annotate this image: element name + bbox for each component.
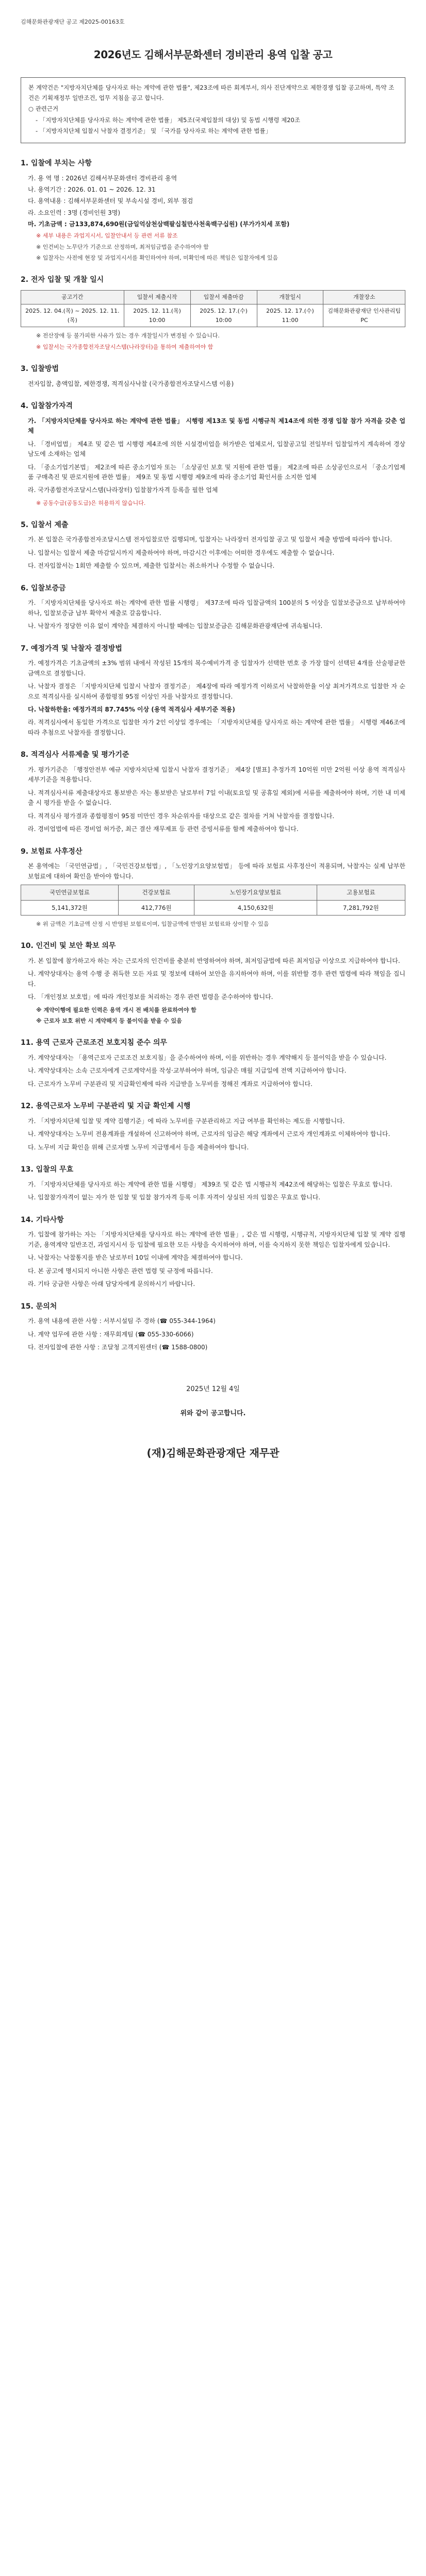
paragraph: 가. 「지방자치단체를 당사자로 하는 계약에 관한 법률 시행령」 제37조에 따라 입찰금액의 100분의 5 이상을 입찰보증금으로 납부하여야 하나, 입찰보증금 납부 확약서 제출로 갈음합니다. bbox=[28, 599, 405, 617]
section-title: 3. 입찰방법 bbox=[21, 364, 59, 373]
section-title: 13. 입찰의 무효 bbox=[21, 1165, 74, 1174]
paragraph: 나. 계약상대자는 용역 수행 중 취득한 모든 자료 및 정보에 대하여 보안을 유지하여야 하며, 이를 위반할 경우 관련 법령에 따라 책임을 집니다. bbox=[28, 970, 405, 988]
list-item: 라. 소요인력 : 3명 (경비인원 3명) bbox=[28, 209, 121, 216]
note: ※ 위 금액은 기초금액 산정 시 반영된 보험료이며, 입찰금액에 반영된 보험료와 상이할 수 있음 bbox=[36, 921, 269, 928]
list-item: 나. 용역기간 : 2026. 01. 01 ~ 2026. 12. 31 bbox=[28, 186, 156, 194]
table-cell: 2025. 12. 11.(목) 10:00 bbox=[124, 304, 190, 327]
table-cell: 5,141,372원 bbox=[21, 900, 119, 916]
section-title: 10. 인건비 및 보안 확보 의무 bbox=[21, 942, 116, 951]
section-title: 7. 예정가격 및 낙찰자 결정방법 bbox=[21, 644, 122, 653]
table-header: 입찰서 제출시작 bbox=[124, 290, 190, 304]
paragraph: 나. 입찰참가자격이 없는 자가 한 입찰 및 입찰 참가자격 등록 이후 자격이 상실된 자의 입찰은 무효로 합니다. bbox=[28, 1194, 321, 1201]
paragraph: 나. 낙찰자가 정당한 이유 없이 계약을 체결하지 아니할 때에는 입찰보증금은 김해문화관광재단에 귀속됩니다. bbox=[28, 622, 323, 630]
contact-line: 다. 전자입찰에 관한 사항 : 조달청 고객지원센터 (☎ 1588-0800) bbox=[28, 1344, 208, 1351]
table-cell: 2025. 12. 04.(목) ~ 2025. 12. 11.(목) bbox=[21, 304, 124, 327]
section-title: 2. 전자 입찰 및 개찰 일시 bbox=[21, 276, 104, 284]
table-cell: 412,776원 bbox=[118, 900, 194, 916]
paragraph: 나. 계약상대자는 노무비 전용계좌를 개설하여 신고하여야 하며, 근로자의 임금은 해당 계좌에서 근로자 개인계좌로 이체하여야 합니다. bbox=[28, 1130, 390, 1138]
paragraph: 다. 적격심사 평가결과 종합평점이 95점 미만인 경우 차순위자를 대상으로 같은 절차를 거쳐 낙찰자를 결정합니다. bbox=[28, 812, 335, 820]
note: ※ 전산장애 등 불가피한 사유가 있는 경우 개찰일시가 변경될 수 있습니다. bbox=[36, 332, 220, 340]
issuing-organization: (재)김해문화관광재단 재무관 bbox=[146, 1446, 280, 1459]
paragraph: 가. 입찰에 참가하는 자는 「지방자치단체를 당사자로 하는 계약에 관한 법률」, 같은 법 시행령, 시행규칙, 지방자치단체 입찰 및 계약 집행기준, 용역계약 일반조건, 과업지시서 등 입찰에 필요한 모든 사항을 숙지하여야 하며, 이를 숙지하지 못한 책임은 입찰자에게 있습니다. bbox=[28, 1231, 405, 1248]
paragraph: 라. 기타 궁금한 사항은 아래 담당자에게 문의하시기 바랍니다. bbox=[28, 1280, 195, 1288]
paragraph: 가. 본 입찰에 참가하고자 하는 자는 근로자의 인건비를 충분히 반영하여야 하며, 최저임금법에 따른 최저임금 이상으로 지급하여야 합니다. bbox=[28, 957, 400, 964]
paragraph: 다. 「중소기업기본법」 제2조에 따른 중소기업자 또는 「소상공인 보호 및 지원에 관한 법률」 제2조에 따른 소상공인으로서 「중소기업제품 구매촉진 및 판로지원에 관한 법률」 제9조 및 동법 시행령 제9조에 따라 중소기업 확인서를 소지한 업체 bbox=[28, 463, 405, 481]
paragraph: 나. 낙찰자 결정은 「지방자치단체 입찰시 낙찰자 결정기준」 제4장에 따라 예정가격 이하로서 낙찰하한율 이상 최저가격으로 입찰한 자 순으로 적격심사를 실시하여 종합평점 95점 이상인 자를 낙찰자로 결정합니다. bbox=[28, 683, 405, 700]
paragraph: 다. 「개인정보 보호법」에 따라 개인정보를 처리하는 경우 관련 법령을 준수하여야 합니다. bbox=[28, 993, 273, 1001]
section-title: 9. 보험료 사후정산 bbox=[21, 847, 83, 856]
intro-box bbox=[21, 77, 405, 143]
paragraph: 가. 평가기준은 「행정안전부 예규 지방자치단체 입찰시 낙찰자 결정기준」 제4장 [별표] 추정가격 10억원 미만 2억원 이상 용역 적격심사 세부기준을 적용합니다. bbox=[28, 766, 405, 784]
note: ※ 계약이행에 필요한 인력은 용역 개시 전 배치를 완료하여야 함 bbox=[36, 1006, 196, 1013]
table-cell: 2025. 12. 17.(수) 11:00 bbox=[257, 304, 323, 327]
section-title: 11. 용역 근로자 근로조건 보호지침 준수 의무 bbox=[21, 1039, 167, 1047]
paragraph: 다. 본 공고에 명시되지 아니한 사항은 관련 법령 및 규정에 따릅니다. bbox=[28, 1267, 213, 1275]
section-6 bbox=[21, 583, 405, 632]
note: ※ 인건비는 노무단가 기준으로 산정하며, 최저임금법을 준수하여야 함 bbox=[36, 243, 209, 250]
paragraph: 라. 경비업법에 따른 경비업 허가증, 최근 결산 재무제표 등 관련 증빙서류를 함께 제출하여야 합니다. bbox=[28, 825, 299, 833]
list-item: 가. 용 역 명 : 2026년 김해서부문화센터 경비관리 용역 bbox=[28, 174, 177, 182]
table-row bbox=[21, 900, 405, 916]
paragraph: 가. 「지방자치단체를 당사자로 하는 계약에 관한 법률」 시행령 제13조 및 동법 시행규칙 제14조에 의한 경쟁 입찰 참가 자격을 갖춘 업체 bbox=[28, 417, 405, 435]
section-title: 14. 기타사항 bbox=[21, 1215, 64, 1224]
section-title: 5. 입찰서 제출 bbox=[21, 520, 69, 529]
contact-line: 가. 용역 내용에 관한 사항 : 서부시설팀 주 경하 (☎ 055-344-1964) bbox=[28, 1317, 216, 1325]
section-10 bbox=[21, 940, 405, 1026]
insurance-table bbox=[21, 885, 405, 916]
section-title: 6. 입찰보증금 bbox=[21, 584, 66, 592]
paragraph: 가. 「지방자치단체 입찰 및 계약 집행기준」에 따라 노무비를 구분관리하고 지급 여부를 확인하는 제도를 시행합니다. bbox=[28, 1117, 345, 1125]
intro-basis: ○ 관련근거 bbox=[28, 105, 59, 113]
table-header: 건강보험료 bbox=[118, 885, 194, 901]
paragraph: 다. 낙찰하한율: 예정가격의 87.745% 이상 (용역 적격심사 세부기준 적용) bbox=[28, 706, 235, 714]
note: ※ 입찰서는 국가종합전자조달시스템(나라장터)을 통하여 제출하여야 함 bbox=[36, 344, 214, 351]
notice-number: 김해문화관광재단 공고 제2025-00163호 bbox=[21, 19, 125, 25]
paragraph: 라. 국가종합전자조달시스템(나라장터) 입찰참가자격 등록을 필한 업체 bbox=[28, 486, 218, 494]
section-2 bbox=[21, 274, 405, 352]
table-header: 국민연금보험료 bbox=[21, 885, 119, 901]
notice-date: 2025년 12월 4일 bbox=[186, 1385, 240, 1393]
table-header: 입찰서 제출마감 bbox=[190, 290, 257, 304]
section-7 bbox=[21, 643, 405, 738]
list-item: 다. 용역내용 : 김해서부문화센터 및 부속시설 경비, 외부 점검 bbox=[28, 197, 193, 205]
paragraph: 다. 노무비 지급 확인을 위해 근로자별 노무비 지급명세서 등을 제출하여야 합니다. bbox=[28, 1143, 249, 1151]
section-11 bbox=[21, 1037, 405, 1089]
section-4 bbox=[21, 400, 405, 508]
table-header: 개찰일시 bbox=[257, 290, 323, 304]
section-title: 1. 입찰에 부치는 사항 bbox=[21, 159, 92, 167]
table-cell: 4,150,632원 bbox=[194, 900, 317, 916]
paragraph: 가. 계약상대자는 「용역근로자 근로조건 보호지침」을 준수하여야 하며, 이를 위반하는 경우 계약해지 등 불이익을 받을 수 있습니다. bbox=[28, 1054, 387, 1061]
paragraph: 라. 적격심사에서 동일한 가격으로 입찰한 자가 2인 이상일 경우에는 「지방자치단체를 당사자로 하는 계약에 관한 법률」 시행령 제46조에 따라 추첨으로 낙찰자를 결정합니다. bbox=[28, 719, 405, 736]
paragraph: 가. 「지방자치단체를 당사자로 하는 계약에 관한 법률 시행령」 제39조 및 같은 법 시행규칙 제42조에 해당하는 입찰은 무효로 합니다. bbox=[28, 1180, 392, 1188]
paragraph: 나. 입찰서는 입찰서 제출 마감일시까지 제출하여야 하며, 마감시간 이후에는 어떠한 경우에도 제출할 수 없습니다. bbox=[28, 549, 335, 556]
page-title: 2026년도 김해서부문화센터 경비관리 용역 입찰 공고 bbox=[93, 48, 333, 61]
paragraph: 가. 본 입찰은 국가종합전자조달시스템 전자입찰로만 집행되며, 입찰자는 나라장터 전자입찰 공고 및 입찰서 제출 방법에 따라야 합니다. bbox=[28, 536, 392, 544]
section-12 bbox=[21, 1100, 405, 1153]
intro-basis-item: - 「지방자치단체 입찰시 낙찰자 결정기준」 및 「국가를 당사자로 하는 계약에 관한 법률」 bbox=[36, 127, 271, 135]
paragraph: 전자입찰, 총액입찰, 제한경쟁, 적격심사낙찰 (국가종합전자조달시스템 이용) bbox=[28, 380, 234, 387]
paragraph: 다. 전자입찰서는 1회만 제출할 수 있으며, 제출한 입찰서는 취소하거나 수정할 수 없습니다. bbox=[28, 562, 275, 570]
closing-statement: 위와 같이 공고합니다. bbox=[180, 1409, 246, 1417]
table-header: 개찰장소 bbox=[323, 290, 405, 304]
note: ※ 세부 내용은 과업지시서, 입찰안내서 등 관련 서류 참조 bbox=[36, 232, 178, 239]
table-header: 공고기간 bbox=[21, 290, 124, 304]
section-9 bbox=[21, 846, 405, 929]
paragraph: 나. 계약상대자는 소속 근로자에게 근로계약서를 작성·교부하여야 하며, 임금은 매월 지급일에 전액 지급하여야 합니다. bbox=[28, 1067, 347, 1075]
section-5 bbox=[21, 519, 405, 571]
contact-line: 나. 계약 업무에 관한 사항 : 재무회계팀 (☎ 055-330-6066) bbox=[28, 1330, 194, 1338]
section-14 bbox=[21, 1214, 405, 1290]
note: ※ 공동수급(공동도급)은 허용하지 않습니다. bbox=[36, 499, 146, 506]
table-row bbox=[21, 304, 405, 327]
intro-text: 본 계약건은 "지방자치단체를 당사자로 하는 계약에 관한 법률", 제23조에 따른 회계부서, 의사 진단계약으로 제한경쟁 입찰 공고하며, 특약 조건은 기획재정부 일반조건, 업무 지침을 공고 합니다. bbox=[28, 84, 395, 101]
paragraph: 나. 「경비업법」 제4조 및 같은 법 시행령 제4조에 의한 시설경비업을 허가받은 업체로서, 입찰공고일 전일부터 입찰일까지 계속하여 경상남도에 소재하는 업체 bbox=[28, 440, 405, 458]
list-item: 마. 기초금액 : 금133,874,690원(금일억삼천삼백팔십칠만사천육백구십원) (부가가치세 포함) bbox=[28, 221, 290, 228]
section-13 bbox=[21, 1164, 405, 1203]
paragraph: 본 용역에는 「국민연금법」, 「국민건강보험법」, 「노인장기요양보험법」 등에 따라 보험료 사후정산이 적용되며, 낙찰자는 실제 납부한 보험료에 대하여 확인을 받아야 합니다. bbox=[28, 862, 405, 880]
note: ※ 입찰자는 사전에 현장 및 과업지시서를 확인하여야 하며, 미확인에 따른 책임은 입찰자에게 있음 bbox=[36, 255, 278, 262]
section-title: 15. 문의처 bbox=[21, 1302, 57, 1311]
note: ※ 근로자 보호 위반 시 계약해지 등 불이익을 받을 수 있음 bbox=[36, 1018, 182, 1025]
intro-basis-item: - 「지방자치단체를 당사자로 하는 계약에 관한 법률」 제5조(국제입찰의 대상) 및 동법 시행령 제20조 bbox=[36, 116, 300, 124]
section-3 bbox=[21, 363, 405, 389]
table-cell: 2025. 12. 17.(수) 10:00 bbox=[190, 304, 257, 327]
schedule-table bbox=[21, 290, 405, 327]
paragraph: 가. 예정가격은 기초금액의 ±3% 범위 내에서 작성된 15개의 복수예비가격 중 입찰자가 선택한 번호 중 가장 많이 선택된 4개를 산술평균한 금액으로 결정합니다. bbox=[28, 659, 405, 677]
section-1 bbox=[21, 158, 405, 263]
paragraph: 다. 근로자가 노무비 구분관리 및 지급확인제에 따라 지급받을 노무비를 정해진 계좌로 지급하여야 합니다. bbox=[28, 1080, 313, 1088]
table-header: 고용보험료 bbox=[317, 885, 405, 901]
section-title: 8. 적격심사 서류제출 및 평가기준 bbox=[21, 751, 129, 759]
paragraph: 나. 낙찰자는 낙찰통지를 받은 날로부터 10일 이내에 계약을 체결하여야 합니다. bbox=[28, 1254, 243, 1262]
table-header: 노인장기요양보험료 bbox=[194, 885, 317, 901]
table-cell: 7,281,792원 bbox=[317, 900, 405, 916]
section-title: 4. 입찰참가자격 bbox=[21, 402, 73, 411]
table-cell: 김해문화관광재단 인사관리팀 PC bbox=[323, 304, 405, 327]
section-8 bbox=[21, 749, 405, 834]
section-15 bbox=[21, 1301, 405, 1353]
paragraph: 나. 적격심사서류 제출대상자로 통보받은 자는 통보받은 날로부터 7일 이내(토요일 및 공휴일 제외)에 서류를 제출하여야 하며, 기한 내 미제출 시 평가를 받을 수 없습니다. bbox=[28, 789, 405, 807]
section-title: 12. 용역근로자 노무비 구분관리 및 지급 확인제 시행 bbox=[21, 1102, 191, 1111]
